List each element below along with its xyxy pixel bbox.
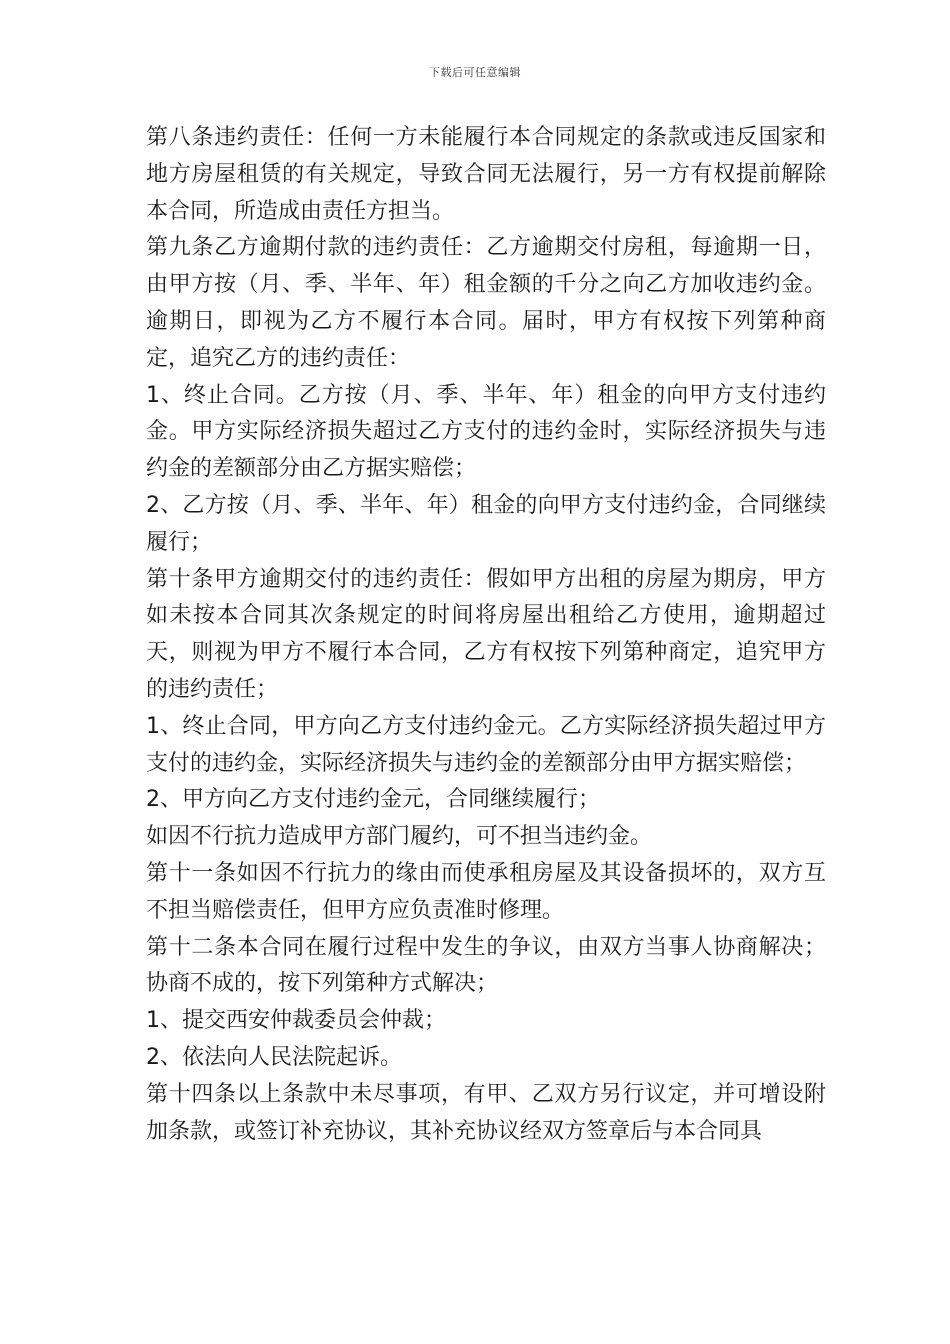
clause-9-late-payment: 第九条乙方逾期付款的违约责任：乙方逾期交付房租，每逾期一日，由甲方按（月、季、半年、年）租金额的千分之向乙方加收违约金。逾期日，即视为乙方不履行本合同。届时，甲方有权按下列第种商定，追究乙方的违约责任： xyxy=(146,235,826,371)
clause-8-breach-liability: 第八条违约责任：任何一方未能履行本合同规定的条款或违反国家和地方房屋租赁的有关规定，导致合同无法履行，另一方有权提前解除本合同，所造成由责任方担当。 xyxy=(146,125,826,224)
clause-9-item-1: 1、终止合同。乙方按（月、季、半年、年）租金的向甲方支付违约金。甲方实际经济损失超过乙方支付的违约金时，实际经济损失与违约金的差额部分由乙方据实赔偿； xyxy=(146,382,826,482)
clause-14-supplementary: 第十四条以上条款中未尽事项，有甲、乙双方另行议定，并可增设附加条款，或签订补充协议，其补充协议经双方签章后与本合同具 xyxy=(146,1081,826,1144)
clause-12-item-2: 2、依法向人民法院起诉。 xyxy=(146,1044,402,1070)
clause-10-late-delivery: 第十条甲方逾期交付的违约责任：假如甲方出租的房屋为期房，甲方如未按本合同其次条规定的时间将房屋出租给乙方使用，逾期超过天，则视为甲方不履行本合同，乙方有权按下列第种商定，追究甲方的违约责任； xyxy=(146,566,826,702)
clause-10-item-1: 1、终止合同，甲方向乙方支付违约金元。乙方实际经济损失超过甲方支付的违约金，实际经济损失与违约金的差额部分由甲方据实赔偿； xyxy=(146,713,826,776)
clause-12-disputes: 第十二条本合同在履行过程中发生的争议，由双方当事人协商解决；协商不成的，按下列第种方式解决； xyxy=(146,934,826,997)
clause-9-item-2: 2、乙方按（月、季、半年、年）租金的向甲方支付违约金，合同继续履行； xyxy=(146,492,826,555)
page-header-note: 下载后可任意编辑 xyxy=(429,66,521,79)
clause-11-force-majeure: 第十一条如因不行抗力的缘由而使承租房屋及其设备损坏的，双方互不担当赔偿责任，但甲方应负责准时修理。 xyxy=(146,860,826,923)
clause-12-item-1: 1、提交西安仲裁委员会仲裁； xyxy=(146,1008,446,1034)
force-majeure-note: 如因不行抗力造成甲方部门履约，可不担当违约金。 xyxy=(146,824,653,850)
contract-body xyxy=(146,120,826,1150)
clause-10-item-2: 2、甲方向乙方支付违约金元，合同继续履行； xyxy=(146,787,600,813)
